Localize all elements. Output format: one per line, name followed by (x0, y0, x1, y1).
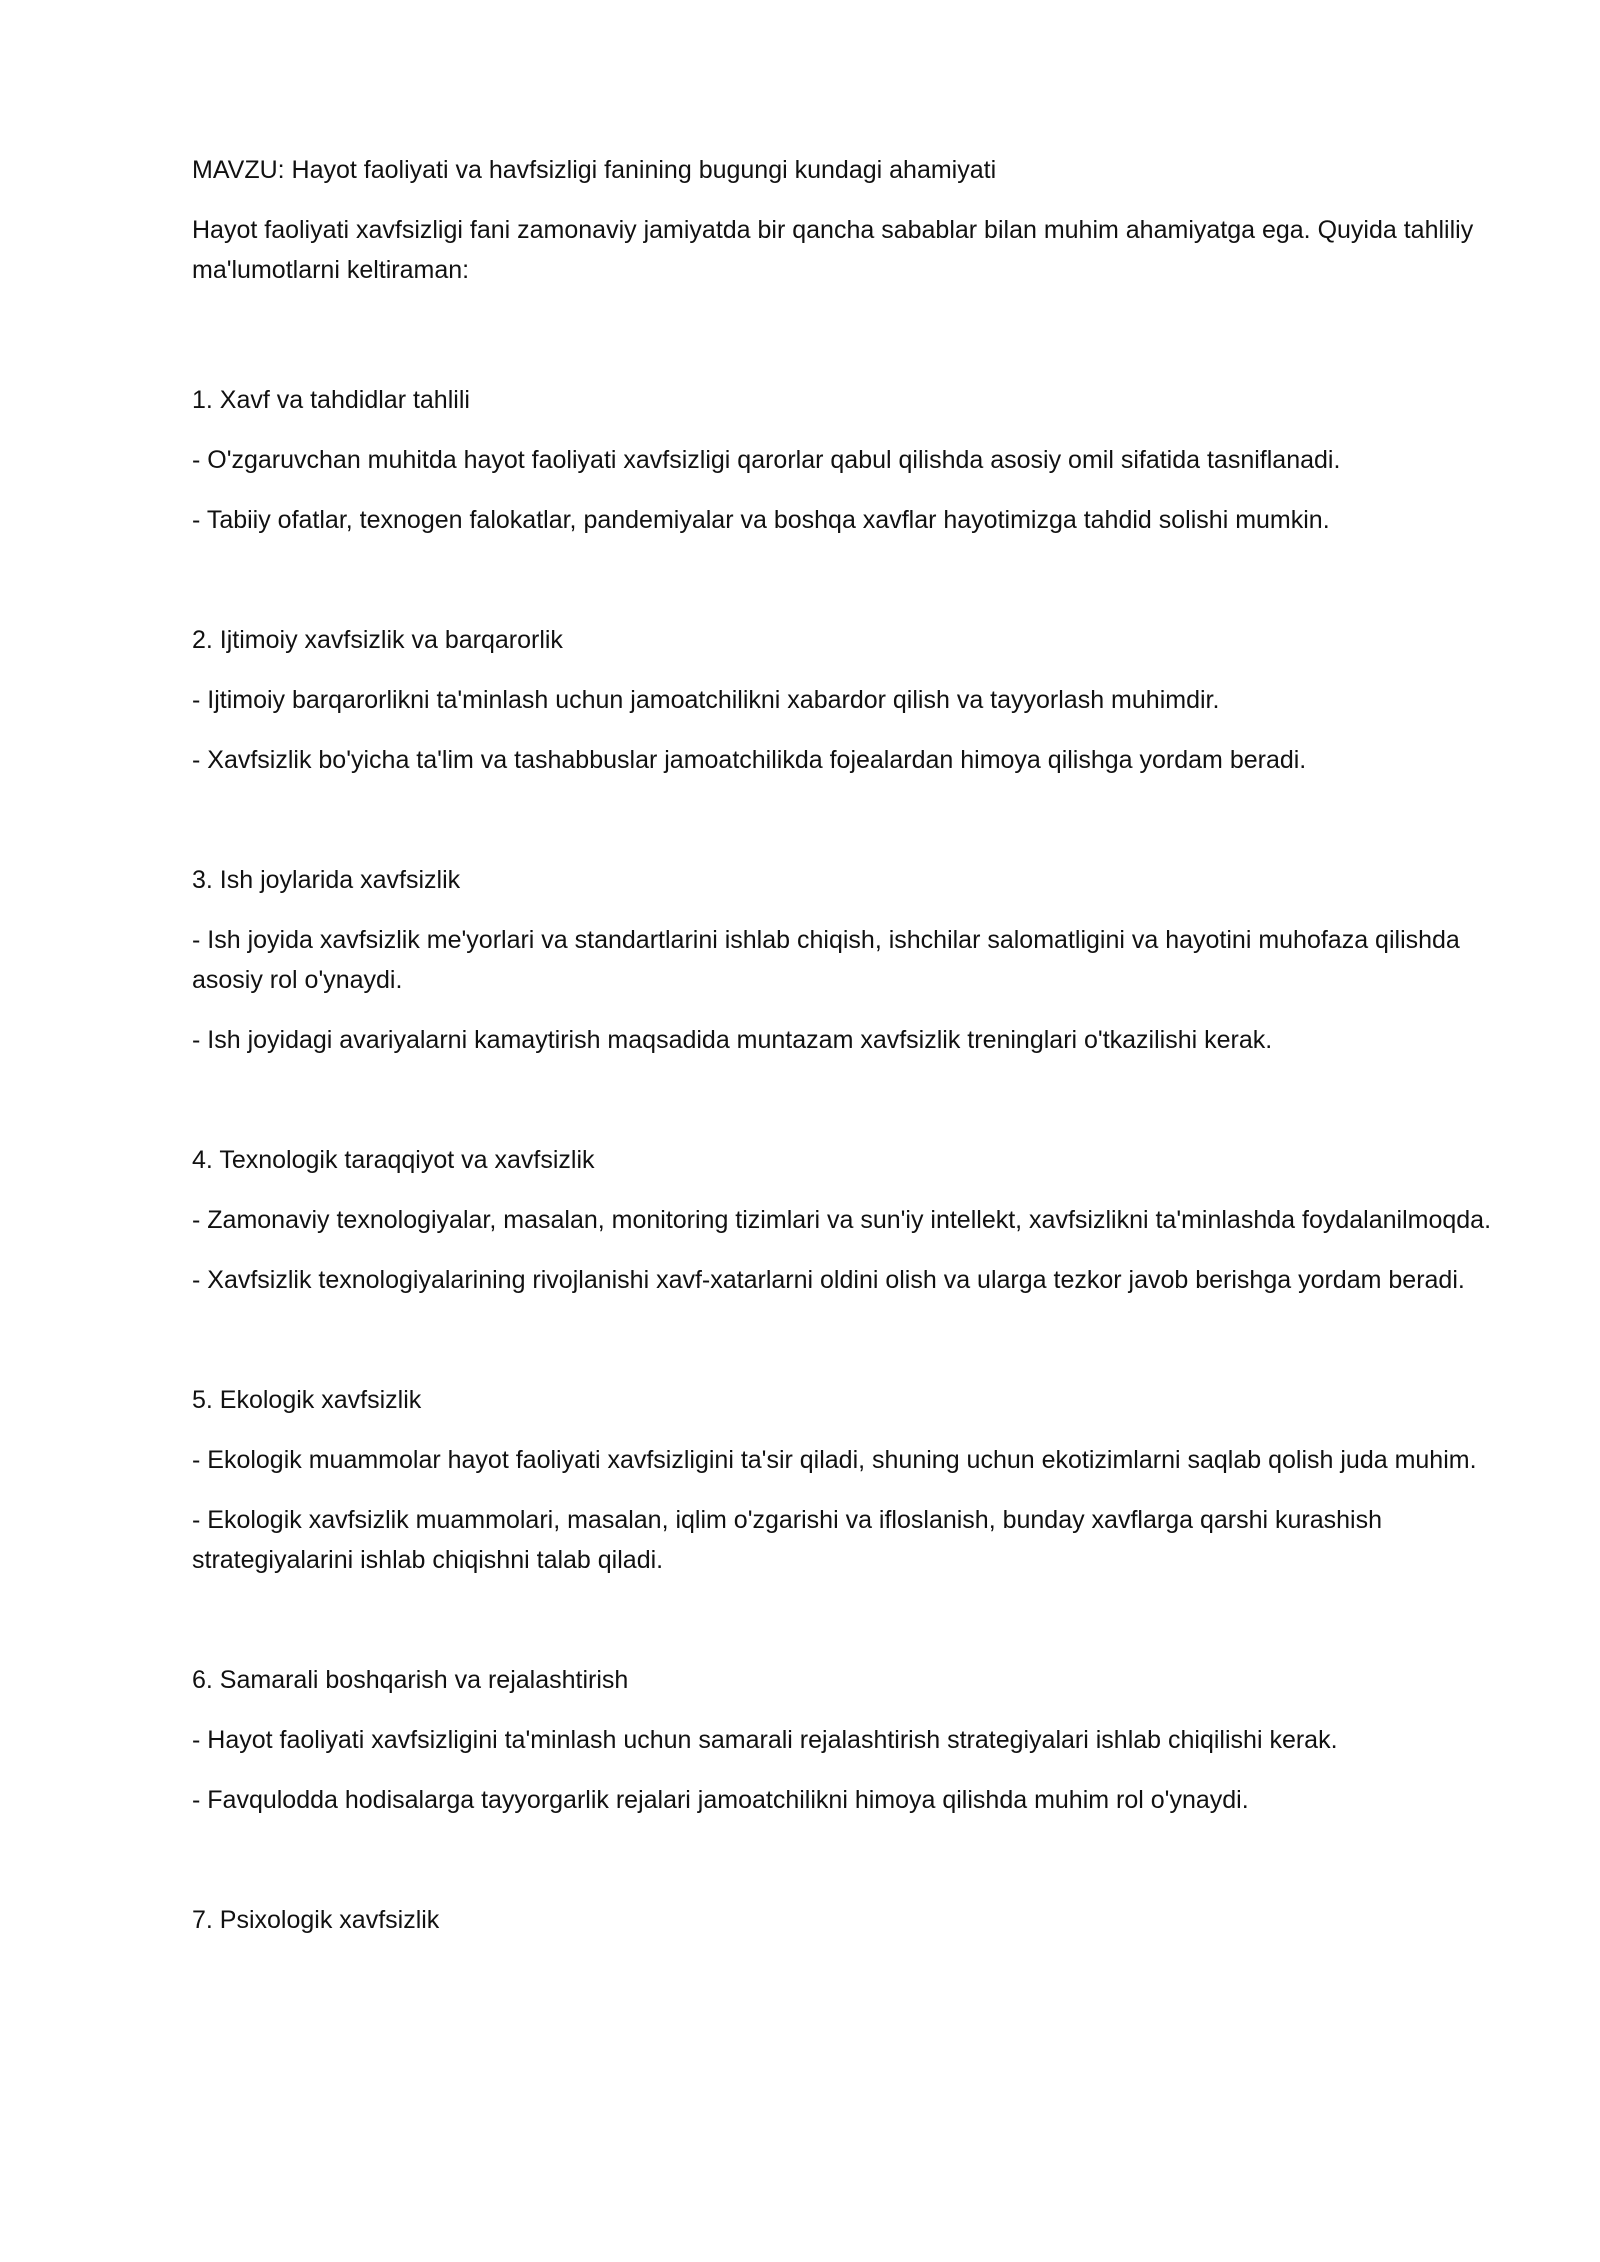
section-2 (192, 620, 1492, 780)
section-item: - Xavfsizlik bo'yicha ta'lim va tashabbuslar jamoatchilikda fojealardan himoya qilishga yordam beradi. (192, 746, 1307, 774)
section-item: - Zamonaviy texnologiyalar, masalan, monitoring tizimlari va sun'iy intellekt, xavfsizlikni ta'minlashda foydalanilmoqda. (192, 1206, 1492, 1234)
section-5 (192, 1380, 1492, 1580)
section-heading: 6. Samarali boshqarish va rejalashtirish (192, 1666, 629, 1694)
section-3 (192, 860, 1492, 1060)
section-heading: 1. Xavf va tahdidlar tahlili (192, 386, 470, 414)
section-7 (192, 1900, 1492, 1940)
section-item: - Xavfsizlik texnologiyalarining rivojlanishi xavf-xatarlarni oldini olish va ularga tezkor javob berishga yordam beradi. (192, 1266, 1465, 1294)
section-item: - Ekologik xavfsizlik muammolari, masalan, iqlim o'zgarishi va ifloslanish, bunday xavflarga qarshi kurashish strategiyalarini ishlab chiqishni talab qiladi. (192, 1506, 1382, 1574)
section-item: - Hayot faoliyati xavfsizligini ta'minlash uchun samarali rejalashtirish strategiyalari ishlab chiqilishi kerak. (192, 1726, 1338, 1754)
section-heading: 3. Ish joylarida xavfsizlik (192, 866, 461, 894)
document-title: MAVZU: Hayot faoliyati va havfsizligi fanining bugungi kundagi ahamiyati (192, 156, 997, 184)
section-item: - Favqulodda hodisalarga tayyorgarlik rejalari jamoatchilikni himoya qilishda muhim rol o'ynaydi. (192, 1786, 1249, 1814)
section-item: - Ish joyidagi avariyalarni kamaytirish maqsadida muntazam xavfsizlik treninglari o'tkazilishi kerak. (192, 1026, 1273, 1054)
section-1 (192, 380, 1492, 540)
document-page (192, 150, 1492, 1960)
section-heading: 4. Texnologik taraqqiyot va xavfsizlik (192, 1146, 595, 1174)
section-item: - Ijtimoiy barqarorlikni ta'minlash uchun jamoatchilikni xabardor qilish va tayyorlash muhimdir. (192, 686, 1220, 714)
section-4 (192, 1140, 1492, 1300)
section-item: - O'zgaruvchan muhitda hayot faoliyati xavfsizligi qarorlar qabul qilishda asosiy omil sifatida tasniflanadi. (192, 446, 1341, 474)
section-item: - Tabiiy ofatlar, texnogen falokatlar, pandemiyalar va boshqa xavflar hayotimizga tahdid solishi mumkin. (192, 506, 1330, 534)
section-heading: 5. Ekologik xavfsizlik (192, 1386, 422, 1414)
section-heading: 7. Psixologik xavfsizlik (192, 1906, 440, 1934)
section-item: - Ekologik muammolar hayot faoliyati xavfsizligini ta'sir qiladi, shuning uchun ekotizimlarni saqlab qolish juda muhim. (192, 1446, 1477, 1474)
section-item: - Ish joyida xavfsizlik me'yorlari va standartlarini ishlab chiqish, ishchilar salomatligini va hayotini muhofaza qilishda asosiy rol o'ynaydi. (192, 926, 1460, 994)
section-6 (192, 1660, 1492, 1820)
section-heading: 2. Ijtimoiy xavfsizlik va barqarorlik (192, 626, 563, 654)
intro-paragraph: Hayot faoliyati xavfsizligi fani zamonaviy jamiyatda bir qancha sabablar bilan muhim ahamiyatga ega. Quyida tahliliy ma'lumotlarni keltiraman: (192, 216, 1474, 284)
